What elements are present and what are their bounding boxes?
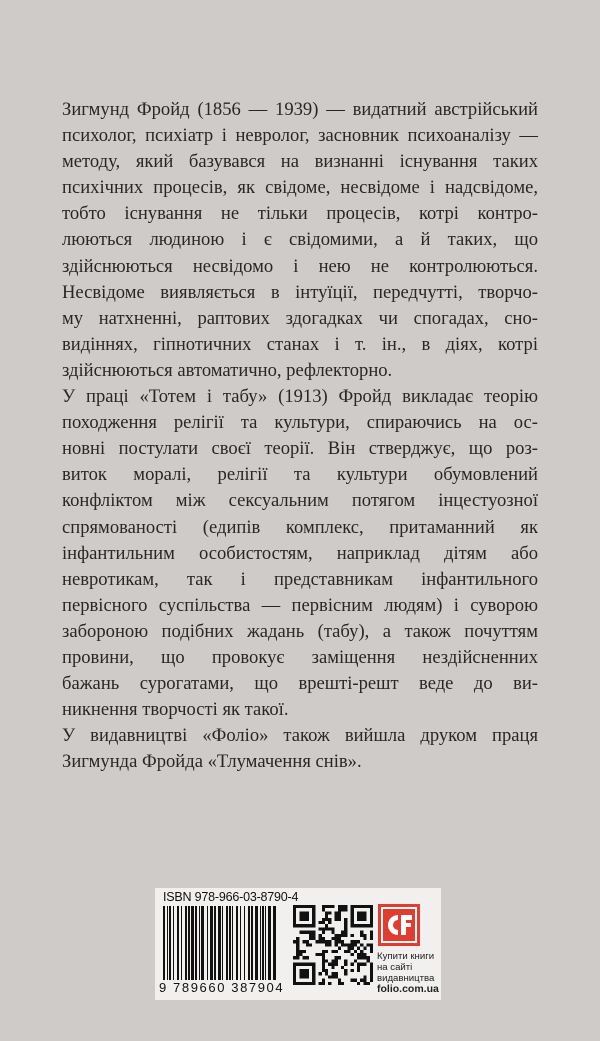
text-line: спрямованості (едипів комплекс, притаманний як — [62, 516, 538, 538]
text-line: У праці «Тотем і табу» (1913) Фройд викладає теорію — [62, 386, 538, 408]
qr-module — [296, 940, 299, 943]
barcode-bar — [218, 906, 221, 980]
qr-module — [331, 950, 334, 953]
qr-module — [331, 927, 334, 930]
text-line: бажань сурогатами, що врешті-решт веде до ви- — [62, 673, 538, 695]
qr-module — [360, 963, 363, 966]
qr-module — [325, 950, 328, 953]
qr-module — [367, 959, 370, 962]
qr-module — [363, 963, 366, 966]
qr-finder — [299, 911, 309, 921]
qr-module — [325, 940, 328, 943]
qr-module — [351, 940, 354, 943]
qr-module — [328, 918, 331, 921]
text-line: здійснюються несвідомо і нею не контролюються. — [62, 255, 538, 277]
qr-module — [351, 969, 354, 972]
qr-module — [322, 908, 325, 911]
qr-module — [296, 953, 299, 956]
qr-module — [344, 927, 347, 930]
qr-module — [370, 963, 373, 966]
barcode-bar — [248, 906, 250, 980]
barcode-bar — [207, 906, 208, 980]
qr-module — [331, 966, 334, 969]
qr-module — [299, 931, 302, 934]
barcode-bar — [229, 906, 231, 980]
qr-module — [370, 966, 373, 969]
qr-module — [357, 947, 360, 950]
qr-module — [357, 953, 360, 956]
qr-module — [319, 921, 322, 924]
qr-module — [322, 937, 325, 940]
text-line: никнення творчості як такої. — [62, 699, 289, 721]
qr-module — [363, 934, 366, 937]
text-line: методу, який базувався на визнанні існування таких — [62, 151, 538, 173]
qr-module — [306, 943, 309, 946]
qr-finder — [299, 969, 309, 979]
qr-module — [370, 937, 373, 940]
qr-module — [370, 979, 373, 982]
text-line: Зигмунда Фройда «Тлумачення снів». — [62, 751, 362, 773]
qr-module — [312, 931, 315, 934]
barcode — [163, 906, 279, 980]
qr-module — [354, 943, 357, 946]
back-cover-text — [62, 97, 538, 775]
qr-module — [335, 915, 338, 918]
text-line: У видавництві «Фоліо» також вийшла друком праця — [62, 725, 538, 747]
qr-module — [367, 943, 370, 946]
qr-module — [335, 975, 338, 978]
qr-module — [335, 950, 338, 953]
qr-module — [363, 956, 366, 959]
shop-line: на сайті — [377, 962, 413, 973]
barcode-bar — [199, 906, 200, 980]
qr-module — [344, 959, 347, 962]
qr-module — [351, 934, 354, 937]
qr-finder — [357, 911, 367, 921]
qr-module — [322, 953, 325, 956]
qr-module — [328, 905, 331, 908]
qr-module — [296, 947, 299, 950]
qr-module — [322, 931, 325, 934]
qr-module — [344, 943, 347, 946]
qr-module — [335, 934, 338, 937]
barcode-bar — [240, 906, 241, 980]
text-line: тобто існування не тільки процесів, котрі контро- — [62, 203, 538, 225]
text-line: конфліктом між сексуальним потягом інцестуозної — [62, 490, 538, 512]
qr-module — [325, 927, 328, 930]
barcode-bar — [210, 906, 213, 980]
barcode-bar — [214, 906, 216, 980]
qr-module — [322, 956, 325, 959]
qr-module — [360, 950, 363, 953]
paragraph — [62, 97, 538, 384]
qr-module — [370, 975, 373, 978]
qr-module — [341, 943, 344, 946]
qr-module — [344, 931, 347, 934]
qr-module — [360, 943, 363, 946]
isbn-text: ISBN 978-966-03-8790-4 — [163, 890, 299, 904]
qr-module — [357, 963, 360, 966]
qr-module — [335, 918, 338, 921]
text-line: походження релігії та культури, спираючись на ос- — [62, 412, 538, 434]
qr-module — [341, 934, 344, 937]
barcode-bar — [226, 906, 228, 980]
text-line: люються людиною і є свідомими, а й таких, що — [62, 229, 538, 251]
qr-module — [328, 982, 331, 985]
qr-module — [331, 959, 334, 962]
barcode-bar — [255, 906, 258, 980]
qr-module — [335, 943, 338, 946]
qr-module — [338, 979, 341, 982]
barcode-bar — [185, 906, 187, 980]
qr-module — [351, 979, 354, 982]
qr-module — [303, 950, 306, 953]
qr-module — [309, 934, 312, 937]
qr-module — [319, 953, 322, 956]
qr-module — [325, 959, 328, 962]
text-line: Зигмунд Фройд (1856 — 1939) — видатний австрійський — [62, 99, 538, 120]
qr-module — [338, 934, 341, 937]
qr-module — [341, 940, 344, 943]
qr-module — [296, 943, 299, 946]
qr-module — [338, 940, 341, 943]
qr-module — [347, 943, 350, 946]
qr-module — [322, 927, 325, 930]
qr-module — [335, 972, 338, 975]
qr-module — [370, 947, 373, 950]
barcode-bar — [273, 906, 276, 980]
qr-module — [341, 908, 344, 911]
qr-module — [338, 918, 341, 921]
qr-module — [309, 931, 312, 934]
qr-module — [303, 940, 306, 943]
qr-module — [351, 947, 354, 950]
qr-module — [338, 947, 341, 950]
qr-module — [351, 943, 354, 946]
barcode-bar — [163, 906, 165, 980]
qr-module — [347, 950, 350, 953]
qr-module — [351, 953, 354, 956]
barcode-bar — [244, 906, 245, 980]
qr-module — [309, 943, 312, 946]
qr-module — [328, 927, 331, 930]
qr-module — [370, 943, 373, 946]
qr-module — [354, 959, 357, 962]
barcode-bar — [195, 906, 197, 980]
qr-module — [322, 905, 325, 908]
barcode-bar — [236, 906, 238, 980]
qr-module — [360, 931, 363, 934]
qr-module — [360, 934, 363, 937]
barcode-bar — [191, 906, 194, 980]
qr-module — [370, 934, 373, 937]
qr-module — [319, 937, 322, 940]
qr-module — [347, 947, 350, 950]
qr-module — [328, 921, 331, 924]
paragraph — [62, 384, 538, 723]
qr-module — [354, 950, 357, 953]
barcode-bar — [169, 906, 171, 980]
qr-module — [344, 972, 347, 975]
qr-module — [325, 924, 328, 927]
qr-module — [357, 969, 360, 972]
qr-module — [325, 972, 328, 975]
qr-module — [319, 940, 322, 943]
barcode-bar — [181, 906, 182, 980]
barcode-bar — [188, 906, 190, 980]
qr-module — [299, 950, 302, 953]
qr-module — [306, 940, 309, 943]
qr-module — [335, 911, 338, 914]
qr-module — [328, 943, 331, 946]
barcode-bar — [201, 906, 204, 980]
qr-module — [344, 908, 347, 911]
qr-module — [341, 905, 344, 908]
qr-module — [322, 950, 325, 953]
qr-module — [328, 911, 331, 914]
qr-module — [344, 924, 347, 927]
qr-module — [331, 963, 334, 966]
qr-module — [357, 966, 360, 969]
shop-line: Купити книги — [377, 951, 435, 962]
qr-module — [331, 972, 334, 975]
qr-module — [341, 931, 344, 934]
qr-module — [351, 963, 354, 966]
text-line: психічних процесів, як свідоме, несвідоме і надсвідоме, — [62, 177, 538, 199]
qr-module — [338, 911, 341, 914]
qr-module — [312, 937, 315, 940]
qr-module — [306, 931, 309, 934]
qr-module — [319, 927, 322, 930]
qr-module — [293, 940, 296, 943]
text-line: новні постулати своєї теорії. Він стверджує, що роз- — [62, 438, 538, 460]
qr-module — [331, 905, 334, 908]
folio-logo-icon — [378, 904, 420, 946]
text-line: невротикам, так і представникам інфантильного — [62, 568, 538, 590]
barcode-bar — [251, 906, 253, 980]
qr-module — [325, 911, 328, 914]
qr-module — [370, 931, 373, 934]
qr-module — [296, 956, 299, 959]
shop-info — [377, 951, 439, 995]
barcode-digits: 9 789660 387904 — [159, 980, 285, 995]
qr-module — [360, 979, 363, 982]
qr-module — [322, 966, 325, 969]
qr-module — [322, 959, 325, 962]
qr-module — [338, 905, 341, 908]
qr-module — [360, 956, 363, 959]
qr-module — [338, 915, 341, 918]
qr-module — [335, 940, 338, 943]
qr-module — [319, 934, 322, 937]
barcode-bar — [265, 906, 266, 980]
qr-module — [370, 969, 373, 972]
qr-module — [331, 975, 334, 978]
qr-module — [338, 982, 341, 985]
barcode-bar — [268, 906, 271, 980]
qr-module — [370, 972, 373, 975]
qr-module — [322, 979, 325, 982]
qr-module — [315, 953, 318, 956]
barcode-bar — [232, 906, 233, 980]
qr-module — [315, 940, 318, 943]
qr-module — [296, 950, 299, 953]
qr-module — [322, 963, 325, 966]
qr-module — [360, 953, 363, 956]
qr-module — [338, 908, 341, 911]
qr-module — [344, 934, 347, 937]
qr-module — [319, 982, 322, 985]
qr-module — [344, 963, 347, 966]
qr-module — [325, 915, 328, 918]
text-line: Несвідоме виявляється в інтуїції, передчутті, творчо- — [62, 281, 538, 303]
qr-module — [335, 963, 338, 966]
qr-module — [357, 940, 360, 943]
qr-module — [367, 956, 370, 959]
qr-module — [363, 937, 366, 940]
qr-module — [338, 937, 341, 940]
qr-module — [344, 918, 347, 921]
qr-module — [335, 937, 338, 940]
qr-module — [322, 921, 325, 924]
qr-module — [299, 953, 302, 956]
qr-module — [338, 956, 341, 959]
qr-module — [363, 953, 366, 956]
qr-module — [296, 937, 299, 940]
qr-module — [344, 969, 347, 972]
qr-module — [325, 918, 328, 921]
qr-module — [363, 947, 366, 950]
qr-module — [344, 905, 347, 908]
qr-module — [325, 969, 328, 972]
qr-module — [306, 956, 309, 959]
qr-module — [322, 969, 325, 972]
qr-module — [319, 972, 322, 975]
qr-module — [354, 979, 357, 982]
barcode-bar — [260, 906, 261, 980]
qr-module — [328, 963, 331, 966]
qr-module — [322, 940, 325, 943]
qr-module — [354, 940, 357, 943]
text-line: му натхненні, раптових здогадках чи спогадах, сно- — [62, 307, 538, 329]
text-line: психолог, психіатр і невролог, засновник психоаналізу — — [62, 125, 538, 147]
qr-module — [357, 956, 360, 959]
qr-module — [363, 982, 366, 985]
qr-module — [341, 982, 344, 985]
shop-site-link[interactable]: folio.com.ua — [377, 983, 439, 995]
qr-module — [357, 982, 360, 985]
barcode-label — [155, 888, 441, 1000]
qr-module — [344, 921, 347, 924]
qr-module — [335, 959, 338, 962]
qr-module — [303, 931, 306, 934]
text-line: інфантильним особистостям, наприклад дітям або — [62, 542, 538, 564]
qr-module — [325, 905, 328, 908]
qr-module — [303, 956, 306, 959]
qr-module — [312, 934, 315, 937]
text-line: видіннях, гіпнотичних станах і т. ін., в діях, котрі — [62, 333, 538, 355]
qr-module — [341, 966, 344, 969]
qr-module — [370, 950, 373, 953]
barcode-bar — [173, 906, 174, 980]
paragraph — [62, 723, 538, 775]
qr-module — [328, 975, 331, 978]
qr-module — [367, 982, 370, 985]
qr-module — [331, 937, 334, 940]
qr-module — [344, 950, 347, 953]
text-line: провини, що провокує заміщення нездійсненних — [62, 646, 538, 668]
qr-module — [328, 940, 331, 943]
text-line: здійснюються автоматично, рефлекторно. — [62, 359, 393, 381]
shop-line: видавництва — [377, 973, 435, 984]
qr-module — [335, 956, 338, 959]
qr-module — [363, 975, 366, 978]
barcode-bar — [177, 906, 179, 980]
barcode-bar — [222, 906, 223, 980]
barcode-bar — [167, 906, 168, 980]
qr-module — [331, 931, 334, 934]
barcode-bar — [262, 906, 264, 980]
qr-module — [309, 937, 312, 940]
qr-module — [325, 943, 328, 946]
qr-code — [293, 905, 373, 985]
qr-module — [293, 956, 296, 959]
text-line: забороною подібних жадань (табу), а також почуттям — [62, 620, 538, 642]
qr-module — [322, 918, 325, 921]
folio-logo — [378, 904, 420, 946]
text-line: первісного суспільства — первісним людям) і суворою — [62, 594, 538, 616]
text-line: виток моралі, релігії та культури обумовлений — [62, 464, 538, 486]
qr-module — [322, 982, 325, 985]
qr-module — [363, 979, 366, 982]
